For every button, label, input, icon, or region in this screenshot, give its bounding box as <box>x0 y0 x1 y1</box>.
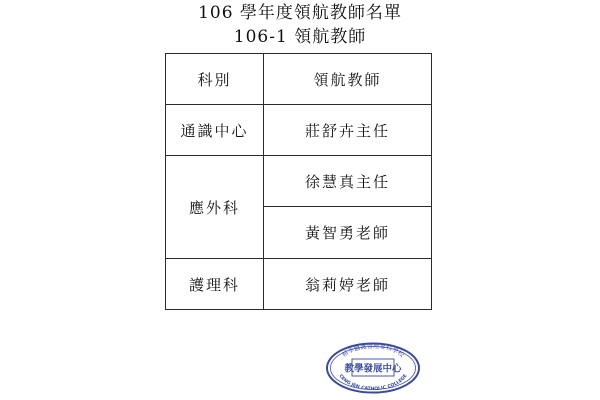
table-row <box>166 105 432 156</box>
teacher-cell: 翁莉婷老師 <box>264 259 432 310</box>
teacher-cell: 徐慧真主任 <box>264 156 432 207</box>
table-row <box>166 259 432 310</box>
document-title: 106 學年度領航教師名單 <box>198 3 402 23</box>
department-cell: 護理科 <box>166 259 264 310</box>
table-row <box>166 156 432 207</box>
department-seal-stamp <box>325 342 421 394</box>
header-department: 科別 <box>166 54 264 105</box>
department-cell: 應外科 <box>166 156 264 259</box>
stamp-bottom-text: CENG JEN CATHOLIC COLLEGE <box>337 373 409 393</box>
stamp-center-text: 教學發展中心 <box>344 363 402 375</box>
teacher-cell: 莊舒卉主任 <box>264 105 432 156</box>
mentor-table <box>165 53 432 310</box>
table-header-row <box>166 54 432 105</box>
department-cell: 通識中心 <box>166 105 264 156</box>
document-subtitle: 106-1 領航教師 <box>233 27 367 47</box>
stamp-top-text: 耕莘醫護管理專科學校 <box>340 342 406 359</box>
teacher-cell: 黃智勇老師 <box>264 207 432 259</box>
header-mentor-teacher: 領航教師 <box>264 54 432 105</box>
